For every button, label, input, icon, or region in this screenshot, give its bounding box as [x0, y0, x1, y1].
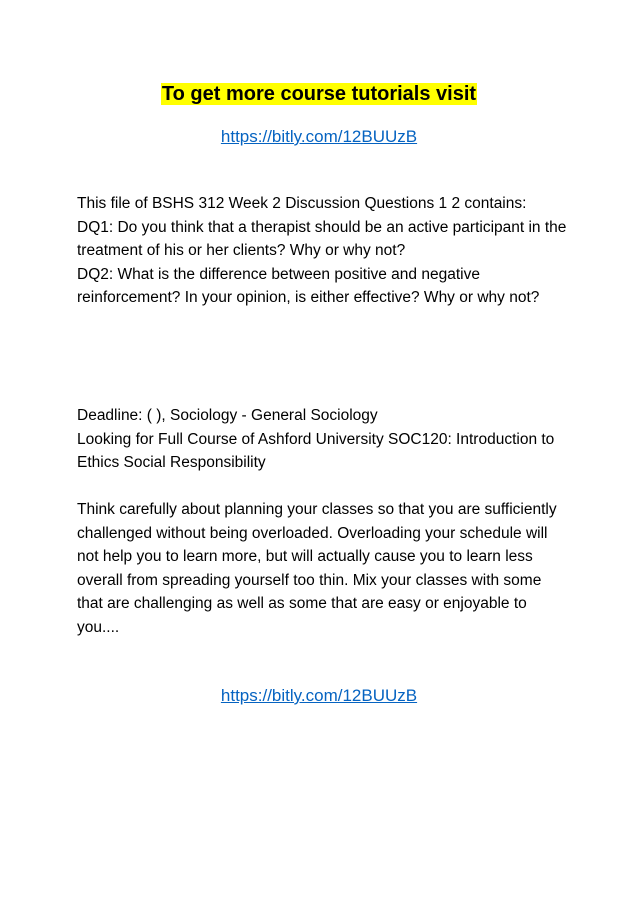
page-title-text: To get more course tutorials visit [161, 83, 477, 105]
advice-block [77, 498, 567, 639]
dq1-question: DQ1: Do you think that a therapist should be an active participant in the treatment of his or her clients? Why or why not? [77, 218, 567, 259]
tutorials-link-bottom[interactable]: https://bitly.com/12BUUzB [220, 686, 418, 705]
tutorials-link-top[interactable]: https://bitly.com/12BUUzB [220, 127, 418, 146]
page-title [0, 80, 638, 108]
deadline-line: Deadline: ( ), Sociology - General Sociology [77, 407, 378, 424]
intro-block [77, 192, 567, 310]
deadline-block [77, 404, 567, 475]
advice-paragraph: Think carefully about planning your classes so that you are sufficiently challenged without being overloaded. Overloading your schedule will not help you to learn more, but will actually cause you to learn less overall from spreading yourself too thin. Mix your classes with some that are challenging as well as some that are easy or enjoyable to you.... [77, 501, 557, 636]
file-contents-line: This file of BSHS 312 Week 2 Discussion Questions 1 2 contains: [77, 195, 527, 212]
dq2-question: DQ2: What is the difference between positive and negative reinforcement? In your opinion, is either effective? Why or why not? [77, 265, 540, 306]
full-course-line: Looking for Full Course of Ashford University SOC120: Introduction to Ethics Social Responsibility [77, 430, 555, 471]
